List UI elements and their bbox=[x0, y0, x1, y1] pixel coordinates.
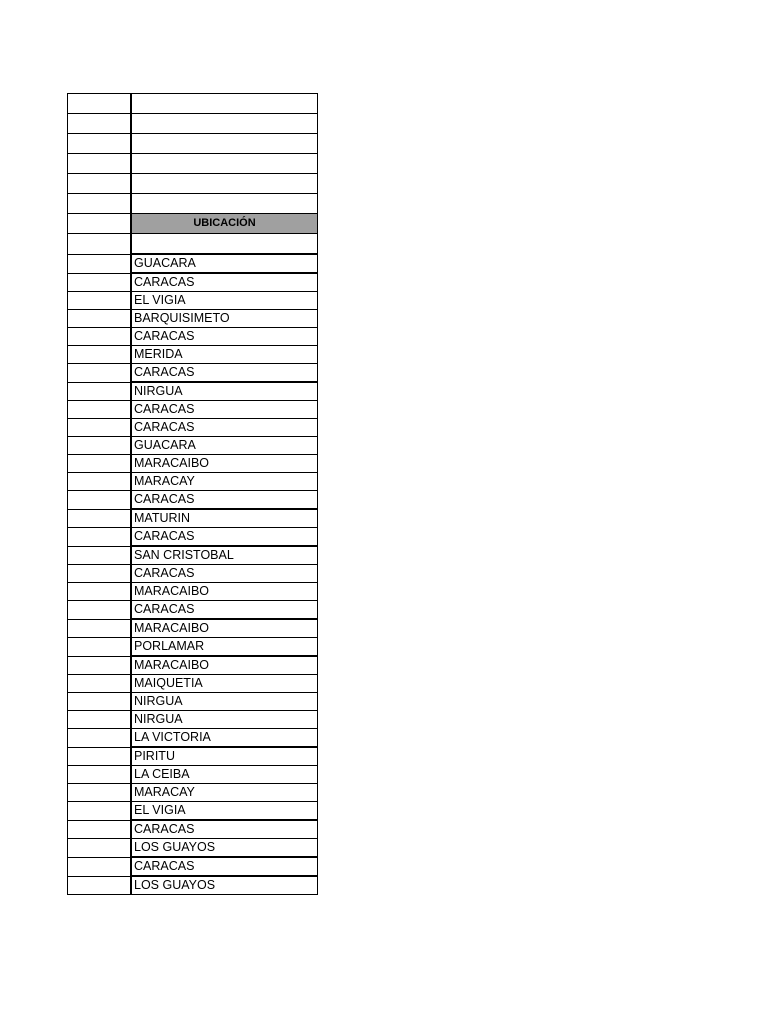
cell-empty[interactable] bbox=[131, 94, 318, 114]
cell-empty[interactable] bbox=[131, 154, 318, 174]
column-header-ubicacion[interactable]: UBICACIÓN bbox=[131, 214, 318, 234]
cell-empty[interactable] bbox=[131, 194, 318, 214]
cell-location[interactable]: CARACAS bbox=[131, 857, 318, 876]
cell-empty[interactable] bbox=[68, 174, 132, 194]
table-row bbox=[68, 437, 318, 455]
cell-location[interactable]: CARACAS bbox=[131, 601, 318, 620]
cell-empty[interactable] bbox=[68, 876, 132, 895]
table-row bbox=[68, 528, 318, 547]
cell-location[interactable]: MERIDA bbox=[131, 346, 318, 364]
table-row bbox=[68, 401, 318, 419]
cell-location[interactable]: NIRGUA bbox=[131, 693, 318, 711]
cell-empty[interactable] bbox=[68, 473, 132, 491]
cell-empty[interactable] bbox=[68, 214, 132, 234]
table-row bbox=[68, 455, 318, 473]
table-row bbox=[68, 174, 318, 194]
cell-empty[interactable] bbox=[131, 234, 318, 255]
table-row bbox=[68, 419, 318, 437]
cell-location[interactable]: GUACARA bbox=[131, 437, 318, 455]
cell-empty[interactable] bbox=[68, 154, 132, 174]
table-row bbox=[68, 583, 318, 601]
cell-empty[interactable] bbox=[68, 729, 132, 748]
cell-empty[interactable] bbox=[68, 601, 132, 620]
cell-location[interactable]: MARACAIBO bbox=[131, 583, 318, 601]
cell-location[interactable]: EL VIGIA bbox=[131, 292, 318, 310]
cell-location[interactable]: CARACAS bbox=[131, 491, 318, 510]
cell-location[interactable]: CARACAS bbox=[131, 364, 318, 383]
table-row bbox=[68, 747, 318, 766]
table-row bbox=[68, 693, 318, 711]
cell-location[interactable]: LA VICTORIA bbox=[131, 729, 318, 748]
cell-empty[interactable] bbox=[68, 491, 132, 510]
cell-empty[interactable] bbox=[68, 254, 132, 273]
table-row bbox=[68, 310, 318, 328]
table-row bbox=[68, 154, 318, 174]
cell-location[interactable]: CARACAS bbox=[131, 328, 318, 346]
cell-location[interactable]: NIRGUA bbox=[131, 711, 318, 729]
cell-empty[interactable] bbox=[68, 565, 132, 583]
cell-empty[interactable] bbox=[68, 784, 132, 802]
cell-empty[interactable] bbox=[68, 455, 132, 473]
spreadsheet-table bbox=[67, 93, 318, 895]
cell-location[interactable]: MARACAY bbox=[131, 784, 318, 802]
table-row bbox=[68, 273, 318, 292]
cell-empty[interactable] bbox=[68, 328, 132, 346]
table-row bbox=[68, 820, 318, 839]
cell-empty[interactable] bbox=[131, 174, 318, 194]
cell-location[interactable]: MARACAIBO bbox=[131, 619, 318, 638]
table-row bbox=[68, 234, 318, 255]
cell-empty[interactable] bbox=[68, 711, 132, 729]
cell-empty[interactable] bbox=[68, 820, 132, 839]
cell-location[interactable]: MARACAY bbox=[131, 473, 318, 491]
table-row bbox=[68, 328, 318, 346]
cell-empty[interactable] bbox=[131, 134, 318, 154]
cell-empty[interactable] bbox=[68, 802, 132, 821]
table-row bbox=[68, 784, 318, 802]
table-row bbox=[68, 619, 318, 638]
table-row bbox=[68, 729, 318, 748]
cell-location[interactable]: CARACAS bbox=[131, 273, 318, 292]
cell-empty[interactable] bbox=[68, 619, 132, 638]
cell-empty[interactable] bbox=[68, 234, 132, 255]
cell-empty[interactable] bbox=[68, 364, 132, 383]
cell-location[interactable]: MATURIN bbox=[131, 509, 318, 528]
cell-empty[interactable] bbox=[68, 401, 132, 419]
table-row bbox=[68, 364, 318, 383]
cell-empty[interactable] bbox=[68, 346, 132, 364]
cell-location[interactable]: MARACAIBO bbox=[131, 656, 318, 675]
table-row bbox=[68, 565, 318, 583]
table-row bbox=[68, 766, 318, 784]
table-row bbox=[68, 857, 318, 876]
table-row bbox=[68, 656, 318, 675]
cell-empty[interactable] bbox=[68, 839, 132, 858]
table-row bbox=[68, 94, 318, 114]
cell-location[interactable]: PIRITU bbox=[131, 747, 318, 766]
cell-empty[interactable] bbox=[68, 528, 132, 547]
cell-location[interactable]: LOS GUAYOS bbox=[131, 839, 318, 858]
cell-empty[interactable] bbox=[68, 546, 132, 565]
cell-empty[interactable] bbox=[68, 194, 132, 214]
header-row bbox=[68, 214, 318, 234]
cell-empty[interactable] bbox=[68, 675, 132, 693]
table-row bbox=[68, 638, 318, 657]
cell-location[interactable]: CARACAS bbox=[131, 401, 318, 419]
cell-empty[interactable] bbox=[68, 134, 132, 154]
table-row bbox=[68, 491, 318, 510]
table-row bbox=[68, 546, 318, 565]
cell-location[interactable]: LA CEIBA bbox=[131, 766, 318, 784]
table-row bbox=[68, 876, 318, 895]
table-row bbox=[68, 509, 318, 528]
cell-location[interactable]: MARACAIBO bbox=[131, 455, 318, 473]
cell-location[interactable]: LOS GUAYOS bbox=[131, 876, 318, 895]
cell-empty[interactable] bbox=[68, 292, 132, 310]
table-row bbox=[68, 346, 318, 364]
cell-location[interactable]: EL VIGIA bbox=[131, 802, 318, 821]
cell-location[interactable]: CARACAS bbox=[131, 820, 318, 839]
cell-empty[interactable] bbox=[68, 638, 132, 657]
table-row bbox=[68, 194, 318, 214]
cell-location[interactable]: BARQUISIMETO bbox=[131, 310, 318, 328]
cell-location[interactable]: MAIQUETIA bbox=[131, 675, 318, 693]
table-row bbox=[68, 473, 318, 491]
cell-empty[interactable] bbox=[68, 114, 132, 134]
cell-empty[interactable] bbox=[68, 437, 132, 455]
cell-empty[interactable] bbox=[131, 114, 318, 134]
table-row bbox=[68, 802, 318, 821]
cell-location[interactable]: PORLAMAR bbox=[131, 638, 318, 657]
cell-location[interactable]: CARACAS bbox=[131, 419, 318, 437]
table-row bbox=[68, 601, 318, 620]
cell-location[interactable]: CARACAS bbox=[131, 528, 318, 547]
cell-empty[interactable] bbox=[68, 382, 132, 401]
table-row bbox=[68, 134, 318, 154]
cell-location[interactable]: SAN CRISTOBAL bbox=[131, 546, 318, 565]
cell-empty[interactable] bbox=[68, 94, 132, 114]
cell-location[interactable]: NIRGUA bbox=[131, 382, 318, 401]
cell-empty[interactable] bbox=[68, 857, 132, 876]
cell-empty[interactable] bbox=[68, 583, 132, 601]
cell-empty[interactable] bbox=[68, 656, 132, 675]
table-row bbox=[68, 254, 318, 273]
spreadsheet-body bbox=[68, 94, 318, 895]
cell-location[interactable]: GUACARA bbox=[131, 254, 318, 273]
table-row bbox=[68, 292, 318, 310]
cell-empty[interactable] bbox=[68, 509, 132, 528]
cell-empty[interactable] bbox=[68, 419, 132, 437]
cell-empty[interactable] bbox=[68, 310, 132, 328]
cell-empty[interactable] bbox=[68, 766, 132, 784]
table-row bbox=[68, 675, 318, 693]
cell-empty[interactable] bbox=[68, 693, 132, 711]
cell-empty[interactable] bbox=[68, 747, 132, 766]
table-row bbox=[68, 382, 318, 401]
table-row bbox=[68, 114, 318, 134]
table-row bbox=[68, 839, 318, 858]
table-row bbox=[68, 711, 318, 729]
cell-location[interactable]: CARACAS bbox=[131, 565, 318, 583]
cell-empty[interactable] bbox=[68, 273, 132, 292]
